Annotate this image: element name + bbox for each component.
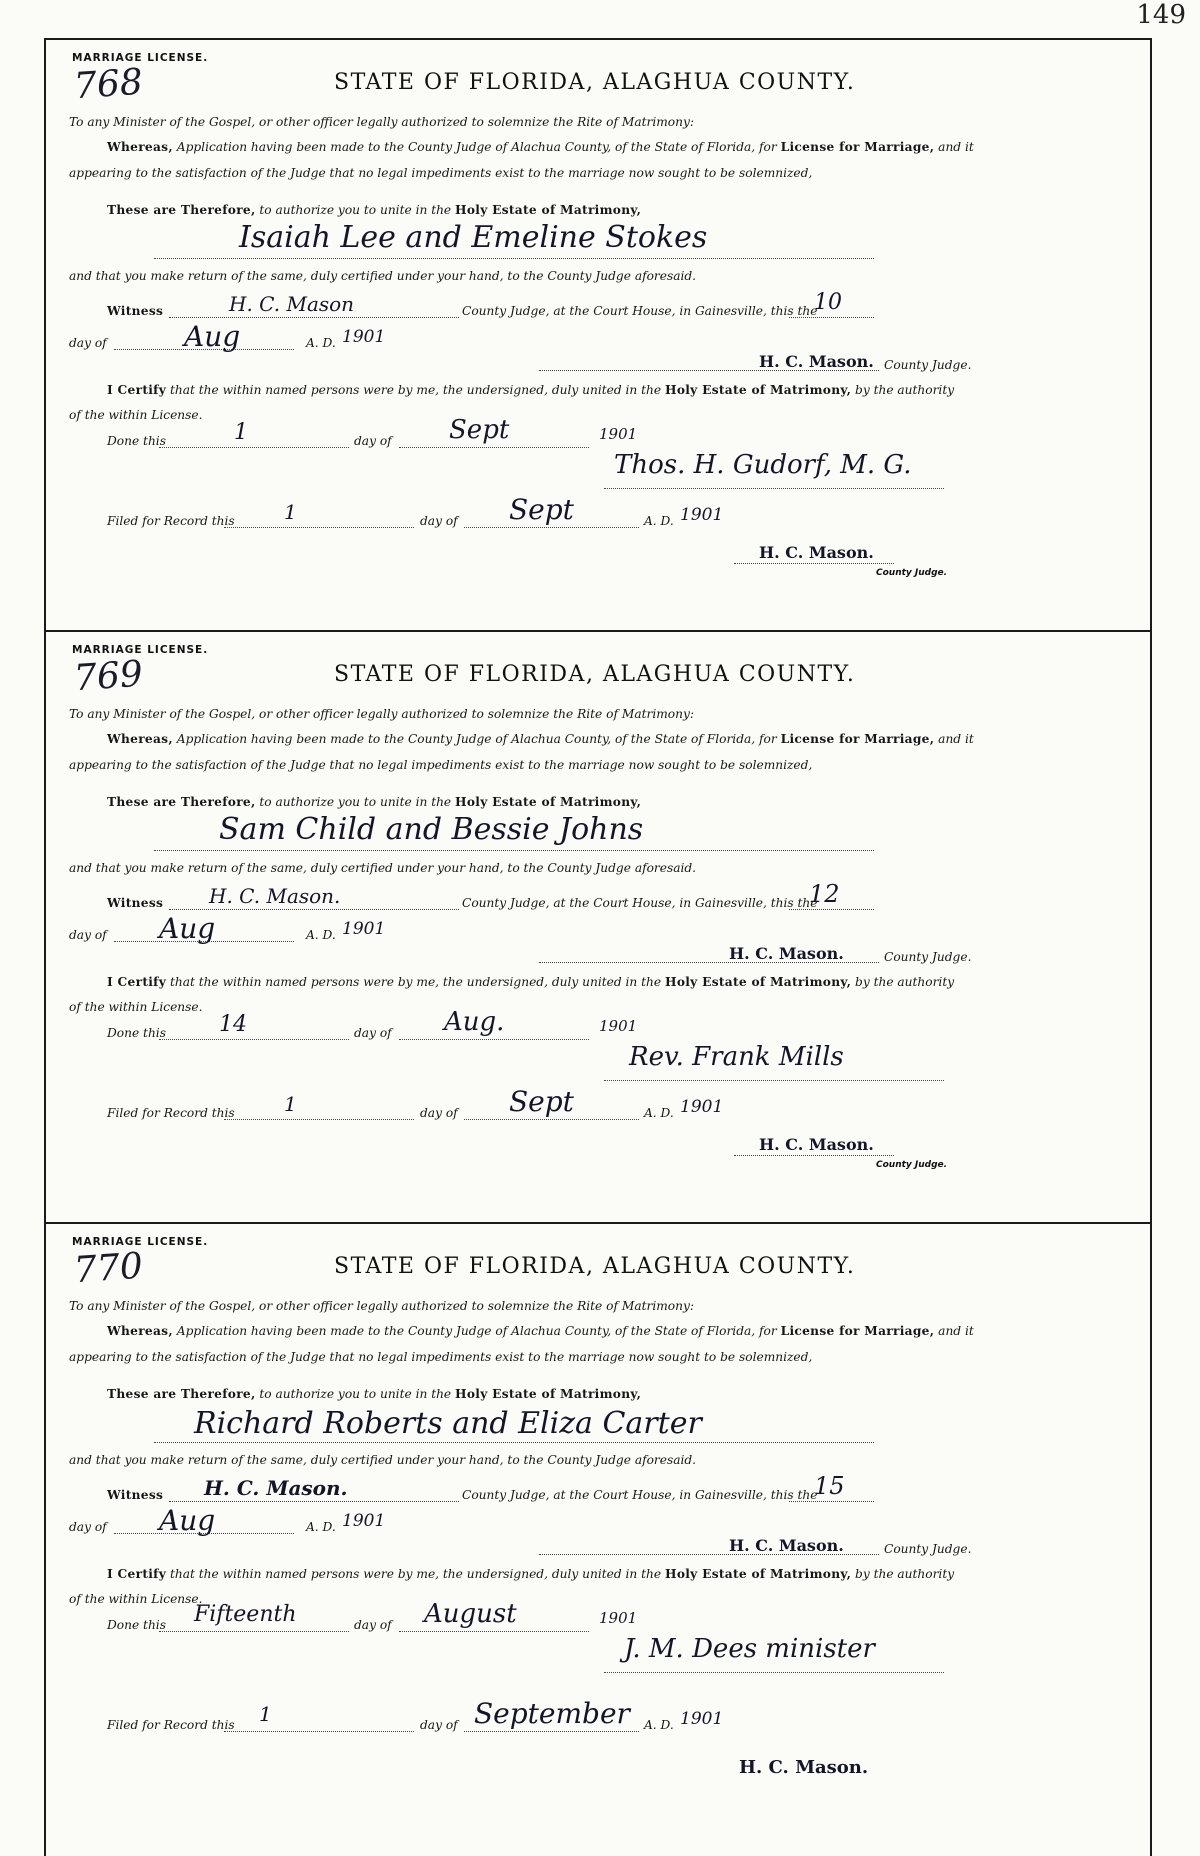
license-entry-3 <box>44 1224 1150 1854</box>
done-this-label: Done this <box>107 1618 166 1632</box>
filed-judge-line <box>734 1155 894 1156</box>
appearing-line: appearing to the satisfaction of the Judge that no legal impediments exist to the marriage now sought to be solemnized, <box>69 166 813 180</box>
to-authorize: to authorize you to unite in the <box>259 795 452 809</box>
done-day-line <box>159 1039 349 1040</box>
done-month: Aug. <box>444 1007 505 1037</box>
holy-estate: Holy Estate of Matrimony, <box>665 383 852 397</box>
whereas-text: Application having been made to the County Judge of Alachua County, of the State of Florida, for <box>176 732 777 746</box>
officiant-line <box>604 1672 944 1673</box>
filed-day: 1 <box>284 500 297 524</box>
officiant-line <box>604 488 944 489</box>
filed-judge-signature: H. C. Mason. <box>739 1757 869 1778</box>
done-this-label: Done this <box>107 1026 166 1040</box>
done-year: 1901 <box>599 425 638 443</box>
within-license: of the within License. <box>69 1000 203 1014</box>
and-it: and it <box>938 1324 974 1338</box>
day-of-label: day of <box>69 336 107 350</box>
return-line: and that you make return of the same, duly certified under your hand, to the County Judge aforesaid. <box>69 861 697 875</box>
appearing-line: appearing to the satisfaction of the Judge that no legal impediments exist to the marriage now sought to be solemnized, <box>69 758 813 772</box>
ad-label: A. D. <box>306 1520 336 1534</box>
officiant-signature: Rev. Frank Mills <box>629 1042 844 1072</box>
holy-estate: Holy Estate of Matrimony, <box>665 975 852 989</box>
day-line <box>789 909 874 910</box>
license-number: 768 <box>72 61 145 108</box>
filed-judge-signature: H. C. Mason. <box>759 1135 874 1154</box>
to-authorize: to authorize you to unite in the <box>259 1387 452 1401</box>
license-number: 770 <box>72 1245 145 1292</box>
issue-year: 1901 <box>342 919 386 939</box>
filed-day-line <box>224 527 414 528</box>
these-are-therefore: These are Therefore, <box>107 1387 256 1401</box>
within-license: of the within License. <box>69 408 203 422</box>
done-day: Fifteenth <box>194 1602 297 1627</box>
parties-names: Isaiah Lee and Emeline Stokes <box>239 220 708 255</box>
whereas-word: Whereas, <box>107 140 173 154</box>
witness-line <box>169 317 459 318</box>
issue-month: Aug <box>159 1504 216 1537</box>
done-month-line <box>399 1039 589 1040</box>
therefore-line <box>107 203 641 217</box>
witness-name: H. C. Mason. <box>204 1476 348 1500</box>
issue-day: 12 <box>809 880 840 908</box>
whereas-word: Whereas, <box>107 1324 173 1338</box>
holy-estate: Holy Estate of Matrimony, <box>455 203 642 217</box>
filed-ad-label: A. D. <box>644 1106 674 1120</box>
certify-text: that the within named persons were by me, the undersigned, duly united in the <box>169 975 662 989</box>
return-line: and that you make return of the same, duly certified under your hand, to the County Judge aforesaid. <box>69 269 697 283</box>
license-heading: MARRIAGE LICENSE. <box>72 1236 209 1248</box>
filed-day-of-label: day of <box>420 1718 458 1732</box>
done-year: 1901 <box>599 1609 638 1627</box>
filed-label: Filed for Record this <box>107 514 235 528</box>
officiant-line <box>604 1080 944 1081</box>
certify-line <box>107 975 954 989</box>
filed-month-line <box>464 527 639 528</box>
filed-year: 1901 <box>680 1097 724 1117</box>
whereas-line <box>107 1324 974 1338</box>
witness-line <box>169 1501 459 1502</box>
witness-name: H. C. Mason. <box>209 884 341 908</box>
certify-line <box>107 1567 954 1581</box>
filed-judge-signature: H. C. Mason. <box>759 543 874 562</box>
done-day: 1 <box>234 420 248 445</box>
filed-day: 1 <box>259 1702 272 1726</box>
whereas-text: Application having been made to the County Judge of Alachua County, of the State of Florida, for <box>176 1324 777 1338</box>
judge-signature: H. C. Mason. <box>729 944 844 963</box>
license-number: 769 <box>72 653 145 700</box>
i-certify: I Certify <box>107 975 167 989</box>
these-are-therefore: These are Therefore, <box>107 795 256 809</box>
filed-month: Sept <box>509 1085 574 1118</box>
state-title: STATE OF FLORIDA, ALAGHUA COUNTY. <box>334 70 856 95</box>
filed-year: 1901 <box>680 1709 724 1729</box>
license-heading: MARRIAGE LICENSE. <box>72 644 209 656</box>
these-are-therefore: These are Therefore, <box>107 203 256 217</box>
filed-label: Filed for Record this <box>107 1718 235 1732</box>
witness-name: H. C. Mason <box>229 292 355 316</box>
done-year: 1901 <box>599 1017 638 1035</box>
issue-day: 10 <box>814 290 842 315</box>
filed-day-of-label: day of <box>420 1106 458 1120</box>
ad-label: A. D. <box>306 336 336 350</box>
filed-month-line <box>464 1119 639 1120</box>
parties-names: Sam Child and Bessie Johns <box>219 812 644 847</box>
filed-day: 1 <box>284 1092 297 1116</box>
day-line <box>789 317 874 318</box>
parties-line <box>154 1442 874 1443</box>
county-judge-at: County Judge, at the Court House, in Gainesville, this the <box>462 896 818 910</box>
address-line: To any Minister of the Gospel, or other officer legally authorized to solemnize the Rite of Matrimony: <box>69 707 694 721</box>
by-authority: by the authority <box>855 1567 955 1581</box>
i-certify: I Certify <box>107 383 167 397</box>
judge-signature: H. C. Mason. <box>759 352 874 371</box>
county-judge-at: County Judge, at the Court House, in Gainesville, this the <box>462 304 818 318</box>
within-license: of the within License. <box>69 1592 203 1606</box>
page-number: 149 <box>1136 0 1186 30</box>
done-day-of-label: day of <box>354 434 392 448</box>
done-month: Sept <box>449 415 510 445</box>
whereas-text: Application having been made to the County Judge of Alachua County, of the State of Florida, for <box>176 140 777 154</box>
and-it: and it <box>938 732 974 746</box>
filed-judge-line <box>734 563 894 564</box>
therefore-line <box>107 795 641 809</box>
i-certify: I Certify <box>107 1567 167 1581</box>
certify-line <box>107 383 954 397</box>
done-day-line <box>159 447 349 448</box>
parties-line <box>154 850 874 851</box>
filed-label: Filed for Record this <box>107 1106 235 1120</box>
license-entry-2 <box>44 632 1150 1220</box>
to-authorize: to authorize you to unite in the <box>259 203 452 217</box>
county-judge-label: County Judge. <box>884 950 972 964</box>
holy-estate: Holy Estate of Matrimony, <box>455 795 642 809</box>
state-title: STATE OF FLORIDA, ALAGHUA COUNTY. <box>334 1254 856 1279</box>
done-day: 14 <box>219 1012 247 1037</box>
parties-names: Richard Roberts and Eliza Carter <box>194 1406 702 1441</box>
county-judge-label: County Judge. <box>884 1542 972 1556</box>
done-month-line <box>399 447 589 448</box>
issue-year: 1901 <box>342 327 386 347</box>
officiant-signature: J. M. Dees minister <box>624 1634 875 1664</box>
done-day-of-label: day of <box>354 1618 392 1632</box>
judge-signature: H. C. Mason. <box>729 1536 844 1555</box>
county-judge-small: County Judge. <box>876 568 948 578</box>
witness-label: Witness <box>107 896 164 910</box>
filed-month-line <box>464 1731 639 1732</box>
issue-month: Aug <box>184 320 241 353</box>
filed-ad-label: A. D. <box>644 1718 674 1732</box>
day-of-label: day of <box>69 1520 107 1534</box>
whereas-word: Whereas, <box>107 732 173 746</box>
officiant-signature: Thos. H. Gudorf, M. G. <box>614 450 912 480</box>
day-line <box>789 1501 874 1502</box>
whereas-line <box>107 140 974 154</box>
holy-estate: Holy Estate of Matrimony, <box>455 1387 642 1401</box>
license-for-marriage: License for Marriage, <box>780 1324 935 1338</box>
by-authority: by the authority <box>855 383 955 397</box>
county-judge-small: County Judge. <box>876 1160 948 1170</box>
parties-line <box>154 258 874 259</box>
ad-label: A. D. <box>306 928 336 942</box>
therefore-line <box>107 1387 641 1401</box>
license-heading: MARRIAGE LICENSE. <box>72 52 209 64</box>
state-title: STATE OF FLORIDA, ALAGHUA COUNTY. <box>334 662 856 687</box>
done-this-label: Done this <box>107 434 166 448</box>
return-line: and that you make return of the same, duly certified under your hand, to the County Judge aforesaid. <box>69 1453 697 1467</box>
filed-day-line <box>224 1731 414 1732</box>
whereas-line <box>107 732 974 746</box>
certify-text: that the within named persons were by me, the undersigned, duly united in the <box>169 383 662 397</box>
filed-year: 1901 <box>680 505 724 525</box>
certify-text: that the within named persons were by me, the undersigned, duly united in the <box>169 1567 662 1581</box>
license-for-marriage: License for Marriage, <box>780 732 935 746</box>
witness-label: Witness <box>107 304 164 318</box>
issue-year: 1901 <box>342 1511 386 1531</box>
address-line: To any Minister of the Gospel, or other officer legally authorized to solemnize the Rite of Matrimony: <box>69 115 694 129</box>
license-entry-1 <box>44 40 1150 628</box>
witness-line <box>169 909 459 910</box>
filed-day-line <box>224 1119 414 1120</box>
filed-ad-label: A. D. <box>644 514 674 528</box>
holy-estate: Holy Estate of Matrimony, <box>665 1567 852 1581</box>
and-it: and it <box>938 140 974 154</box>
filed-month: September <box>474 1697 630 1730</box>
done-month-line <box>399 1631 589 1632</box>
appearing-line: appearing to the satisfaction of the Judge that no legal impediments exist to the marriage now sought to be solemnized, <box>69 1350 813 1364</box>
filed-month: Sept <box>509 493 574 526</box>
county-judge-label: County Judge. <box>884 358 972 372</box>
day-of-label: day of <box>69 928 107 942</box>
done-month: August <box>424 1599 517 1629</box>
issue-day: 15 <box>814 1472 845 1500</box>
license-for-marriage: License for Marriage, <box>780 140 935 154</box>
county-judge-at: County Judge, at the Court House, in Gainesville, this the <box>462 1488 818 1502</box>
right-border <box>1150 38 1152 1856</box>
issue-month: Aug <box>159 912 216 945</box>
by-authority: by the authority <box>855 975 955 989</box>
filed-day-of-label: day of <box>420 514 458 528</box>
address-line: To any Minister of the Gospel, or other officer legally authorized to solemnize the Rite of Matrimony: <box>69 1299 694 1313</box>
done-day-line <box>159 1631 349 1632</box>
witness-label: Witness <box>107 1488 164 1502</box>
done-day-of-label: day of <box>354 1026 392 1040</box>
